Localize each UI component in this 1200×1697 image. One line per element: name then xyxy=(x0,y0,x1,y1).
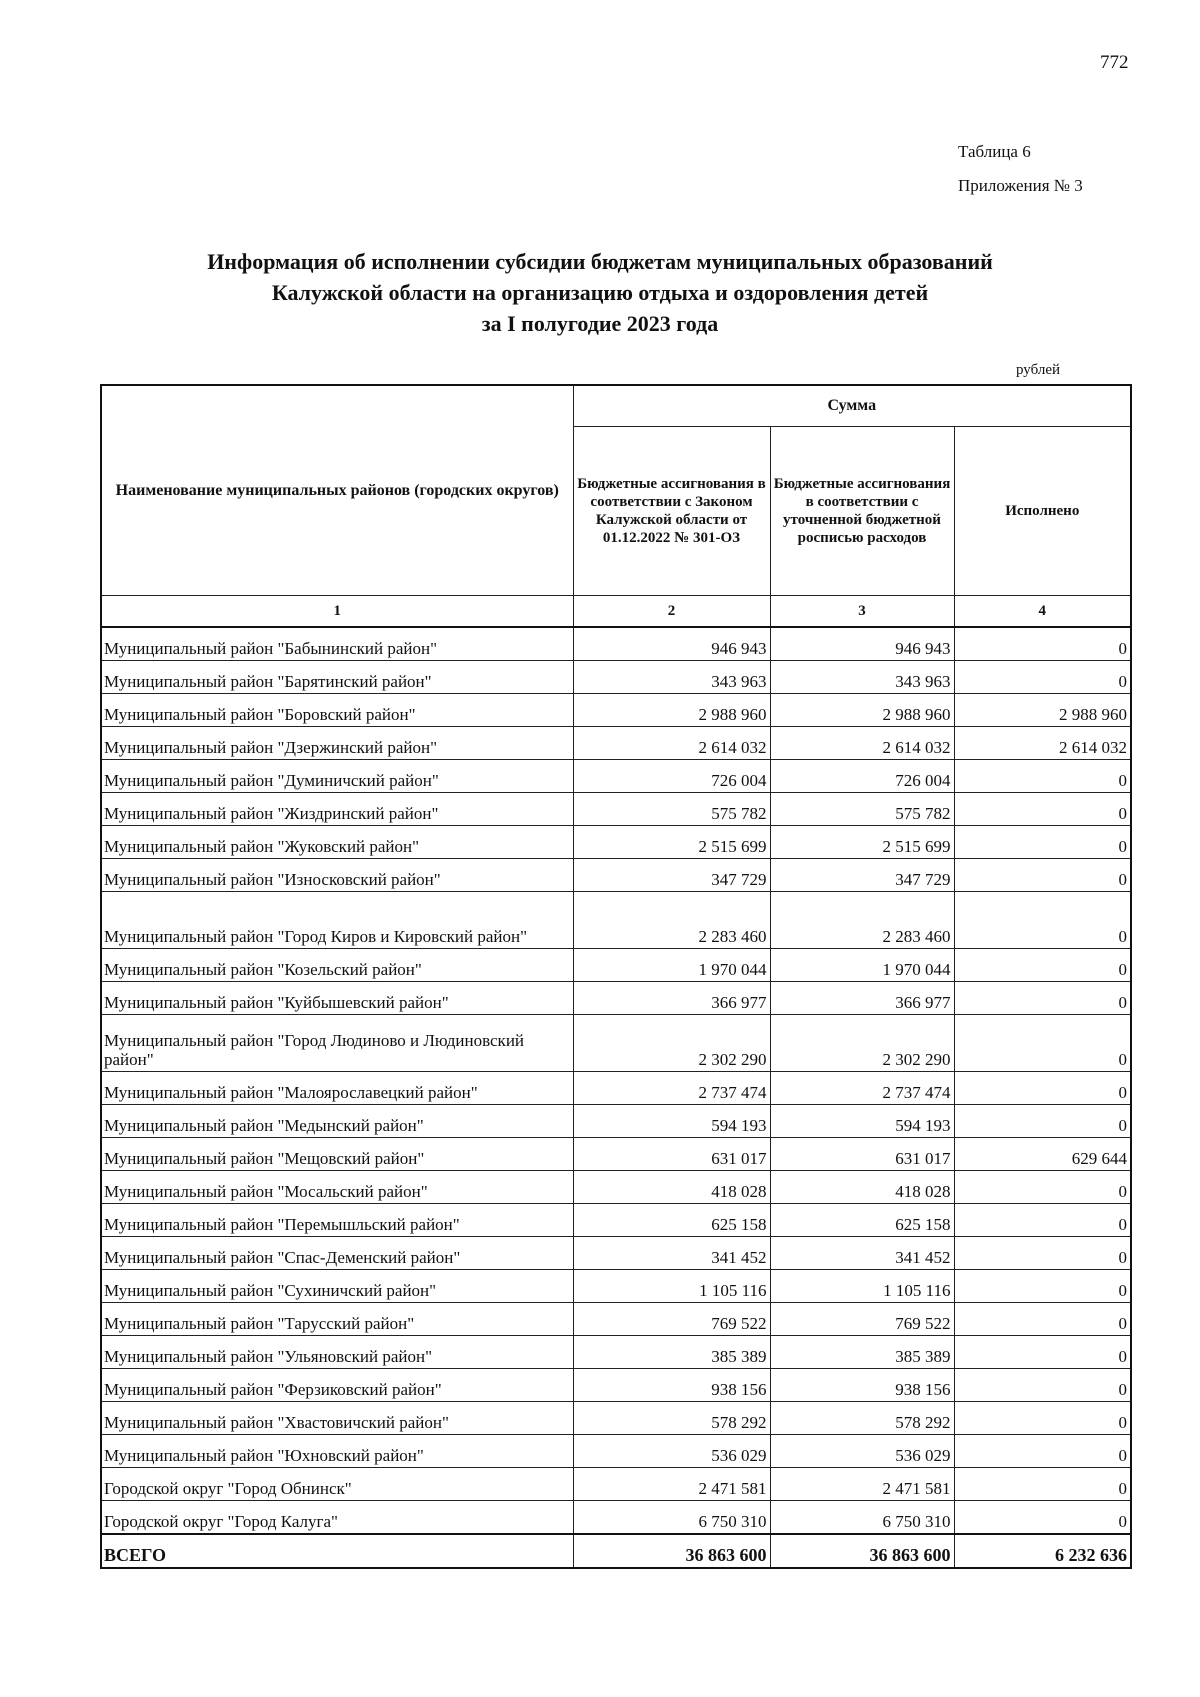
revised-allocation-value: 594 193 xyxy=(770,1105,954,1138)
revised-allocation-value: 343 963 xyxy=(770,661,954,694)
table-row xyxy=(101,1369,1131,1402)
law-allocation-value: 2 302 290 xyxy=(573,1015,770,1072)
table-row xyxy=(101,1138,1131,1171)
municipality-name: Муниципальный район "Боровский район" xyxy=(101,694,573,727)
municipality-name: Городской округ "Город Обнинск" xyxy=(101,1468,573,1501)
revised-allocation-value: 2 515 699 xyxy=(770,826,954,859)
executed-value: 0 xyxy=(954,1204,1131,1237)
header-sum: Сумма xyxy=(573,385,1131,427)
law-allocation-value: 575 782 xyxy=(573,793,770,826)
executed-value: 0 xyxy=(954,982,1131,1015)
law-allocation-value: 2 515 699 xyxy=(573,826,770,859)
table-row xyxy=(101,1237,1131,1270)
revised-allocation-value: 2 471 581 xyxy=(770,1468,954,1501)
table-row xyxy=(101,1435,1131,1468)
executed-value: 0 xyxy=(954,1468,1131,1501)
municipality-name: Муниципальный район "Куйбышевский район" xyxy=(101,982,573,1015)
revised-allocation-value: 385 389 xyxy=(770,1336,954,1369)
executed-value: 0 xyxy=(954,826,1131,859)
table-row xyxy=(101,949,1131,982)
law-allocation-value: 2 283 460 xyxy=(573,892,770,949)
column-number-3: 3 xyxy=(770,596,954,628)
executed-value: 0 xyxy=(954,1369,1131,1402)
executed-value: 0 xyxy=(954,892,1131,949)
executed-value: 0 xyxy=(954,661,1131,694)
municipality-name: Муниципальный район "Перемышльский район" xyxy=(101,1204,573,1237)
executed-value: 2 988 960 xyxy=(954,694,1131,727)
law-allocation-value: 347 729 xyxy=(573,859,770,892)
law-allocation-value: 2 737 474 xyxy=(573,1072,770,1105)
header-revised-allocations: Бюджетные ассигнования в соответствии с уточненной бюджетной росписью расходов xyxy=(770,427,954,596)
header-law-allocations: Бюджетные ассигнования в соответствии с Законом Калужской области от 01.12.2022 № 301-ОЗ xyxy=(573,427,770,596)
law-allocation-value: 343 963 xyxy=(573,661,770,694)
municipality-name: Муниципальный район "Город Людиново и Людиновский район" xyxy=(101,1015,573,1072)
municipality-name: Муниципальный район "Тарусский район" xyxy=(101,1303,573,1336)
table-row xyxy=(101,1468,1131,1501)
law-allocation-value: 1 970 044 xyxy=(573,949,770,982)
table-row xyxy=(101,1015,1131,1072)
law-allocation-value: 594 193 xyxy=(573,1105,770,1138)
executed-value: 2 614 032 xyxy=(954,727,1131,760)
revised-allocation-value: 575 782 xyxy=(770,793,954,826)
table-number: Таблица 6 xyxy=(958,142,1031,161)
revised-allocation-value: 2 614 032 xyxy=(770,727,954,760)
law-allocation-value: 631 017 xyxy=(573,1138,770,1171)
revised-allocation-value: 341 452 xyxy=(770,1237,954,1270)
municipality-name: Муниципальный район "Износковский район" xyxy=(101,859,573,892)
law-allocation-value: 536 029 xyxy=(573,1435,770,1468)
law-allocation-value: 769 522 xyxy=(573,1303,770,1336)
revised-allocation-value: 536 029 xyxy=(770,1435,954,1468)
revised-allocation-value: 2 988 960 xyxy=(770,694,954,727)
title-line-1: Информация об исполнении субсидии бюджетам муниципальных образований xyxy=(207,249,993,274)
revised-allocation-value: 578 292 xyxy=(770,1402,954,1435)
executed-value: 0 xyxy=(954,859,1131,892)
municipality-name: Муниципальный район "Барятинский район" xyxy=(101,661,573,694)
table-row xyxy=(101,727,1131,760)
executed-value: 0 xyxy=(954,1435,1131,1468)
table-row xyxy=(101,694,1131,727)
revised-allocation-value: 625 158 xyxy=(770,1204,954,1237)
law-allocation-value: 2 614 032 xyxy=(573,727,770,760)
document-title xyxy=(100,246,1100,339)
municipality-name: Муниципальный район "Ферзиковский район" xyxy=(101,1369,573,1402)
municipality-name: Муниципальный район "Малоярославецкий район" xyxy=(101,1072,573,1105)
executed-value: 629 644 xyxy=(954,1138,1131,1171)
revised-allocation-value: 2 302 290 xyxy=(770,1015,954,1072)
municipality-name: Муниципальный район "Юхновский район" xyxy=(101,1435,573,1468)
title-line-3: за I полугодие 2023 года xyxy=(481,311,719,336)
municipality-name: Муниципальный район "Жуковский район" xyxy=(101,826,573,859)
municipality-name: Муниципальный район "Дзержинский район" xyxy=(101,727,573,760)
executed-value: 0 xyxy=(954,1105,1131,1138)
executed-value: 0 xyxy=(954,1336,1131,1369)
law-allocation-value: 938 156 xyxy=(573,1369,770,1402)
table-row xyxy=(101,1204,1131,1237)
revised-allocation-value: 2 283 460 xyxy=(770,892,954,949)
table-row xyxy=(101,1072,1131,1105)
municipality-name: Муниципальный район "Сухиничский район" xyxy=(101,1270,573,1303)
executed-value: 0 xyxy=(954,1237,1131,1270)
title-line-2: Калужской области на организацию отдыха и оздоровления детей xyxy=(271,280,929,305)
table-row xyxy=(101,793,1131,826)
municipality-name: Муниципальный район "Город Киров и Кировский район" xyxy=(101,892,573,949)
table-row xyxy=(101,627,1131,661)
municipality-name: Муниципальный район "Ульяновский район" xyxy=(101,1336,573,1369)
executed-value: 0 xyxy=(954,1072,1131,1105)
municipality-name: Муниципальный район "Медынский район" xyxy=(101,1105,573,1138)
law-allocation-value: 2 988 960 xyxy=(573,694,770,727)
executed-value: 0 xyxy=(954,627,1131,661)
municipality-name: Городской округ "Город Калуга" xyxy=(101,1501,573,1535)
table-row xyxy=(101,1171,1131,1204)
executed-value: 0 xyxy=(954,760,1131,793)
total-revised-allocations: 36 863 600 xyxy=(770,1534,954,1568)
appendix-number: Приложения № 3 xyxy=(958,176,1083,195)
revised-allocation-value: 6 750 310 xyxy=(770,1501,954,1535)
total-executed: 6 232 636 xyxy=(954,1534,1131,1568)
law-allocation-value: 385 389 xyxy=(573,1336,770,1369)
revised-allocation-value: 366 977 xyxy=(770,982,954,1015)
revised-allocation-value: 347 729 xyxy=(770,859,954,892)
executed-value: 0 xyxy=(954,1270,1131,1303)
page-number: 772 xyxy=(1100,52,1129,73)
law-allocation-value: 946 943 xyxy=(573,627,770,661)
law-allocation-value: 341 452 xyxy=(573,1237,770,1270)
column-number-2: 2 xyxy=(573,596,770,628)
law-allocation-value: 6 750 310 xyxy=(573,1501,770,1535)
table-row xyxy=(101,982,1131,1015)
law-allocation-value: 726 004 xyxy=(573,760,770,793)
executed-value: 0 xyxy=(954,949,1131,982)
table-row xyxy=(101,1402,1131,1435)
revised-allocation-value: 726 004 xyxy=(770,760,954,793)
executed-value: 0 xyxy=(954,1501,1131,1535)
table-row xyxy=(101,1336,1131,1369)
municipality-name: Муниципальный район "Жиздринский район" xyxy=(101,793,573,826)
table-row xyxy=(101,1501,1131,1535)
column-number-1: 1 xyxy=(101,596,573,628)
municipality-name: Муниципальный район "Думиничский район" xyxy=(101,760,573,793)
table-row xyxy=(101,661,1131,694)
municipality-name: Муниципальный район "Мещовский район" xyxy=(101,1138,573,1171)
table-row xyxy=(101,859,1131,892)
revised-allocation-value: 2 737 474 xyxy=(770,1072,954,1105)
revised-allocation-value: 938 156 xyxy=(770,1369,954,1402)
table-row xyxy=(101,1270,1131,1303)
subsidy-table xyxy=(100,384,1132,1569)
municipality-name: Муниципальный район "Мосальский район" xyxy=(101,1171,573,1204)
table-row xyxy=(101,892,1131,949)
table-row xyxy=(101,1303,1131,1336)
revised-allocation-value: 418 028 xyxy=(770,1171,954,1204)
executed-value: 0 xyxy=(954,1171,1131,1204)
law-allocation-value: 625 158 xyxy=(573,1204,770,1237)
unit-label: рублей xyxy=(1016,362,1061,378)
municipality-name: Муниципальный район "Козельский район" xyxy=(101,949,573,982)
total-row xyxy=(101,1534,1131,1568)
revised-allocation-value: 1 970 044 xyxy=(770,949,954,982)
law-allocation-value: 366 977 xyxy=(573,982,770,1015)
law-allocation-value: 2 471 581 xyxy=(573,1468,770,1501)
header-municipality: Наименование муниципальных районов (городских округов) xyxy=(101,385,573,596)
table-row xyxy=(101,760,1131,793)
revised-allocation-value: 946 943 xyxy=(770,627,954,661)
table-row xyxy=(101,1105,1131,1138)
total-label: ВСЕГО xyxy=(101,1534,573,1568)
municipality-name: Муниципальный район "Хвастовичский район" xyxy=(101,1402,573,1435)
municipality-name: Муниципальный район "Спас-Деменский район" xyxy=(101,1237,573,1270)
executed-value: 0 xyxy=(954,793,1131,826)
table-reference xyxy=(958,135,1083,203)
revised-allocation-value: 1 105 116 xyxy=(770,1270,954,1303)
table-row xyxy=(101,826,1131,859)
total-law-allocations: 36 863 600 xyxy=(573,1534,770,1568)
revised-allocation-value: 769 522 xyxy=(770,1303,954,1336)
law-allocation-value: 1 105 116 xyxy=(573,1270,770,1303)
municipality-name: Муниципальный район "Бабынинский район" xyxy=(101,627,573,661)
law-allocation-value: 418 028 xyxy=(573,1171,770,1204)
executed-value: 0 xyxy=(954,1402,1131,1435)
revised-allocation-value: 631 017 xyxy=(770,1138,954,1171)
executed-value: 0 xyxy=(954,1015,1131,1072)
table-body xyxy=(101,627,1131,1534)
column-number-4: 4 xyxy=(954,596,1131,628)
header-executed: Исполнено xyxy=(954,427,1131,596)
law-allocation-value: 578 292 xyxy=(573,1402,770,1435)
executed-value: 0 xyxy=(954,1303,1131,1336)
